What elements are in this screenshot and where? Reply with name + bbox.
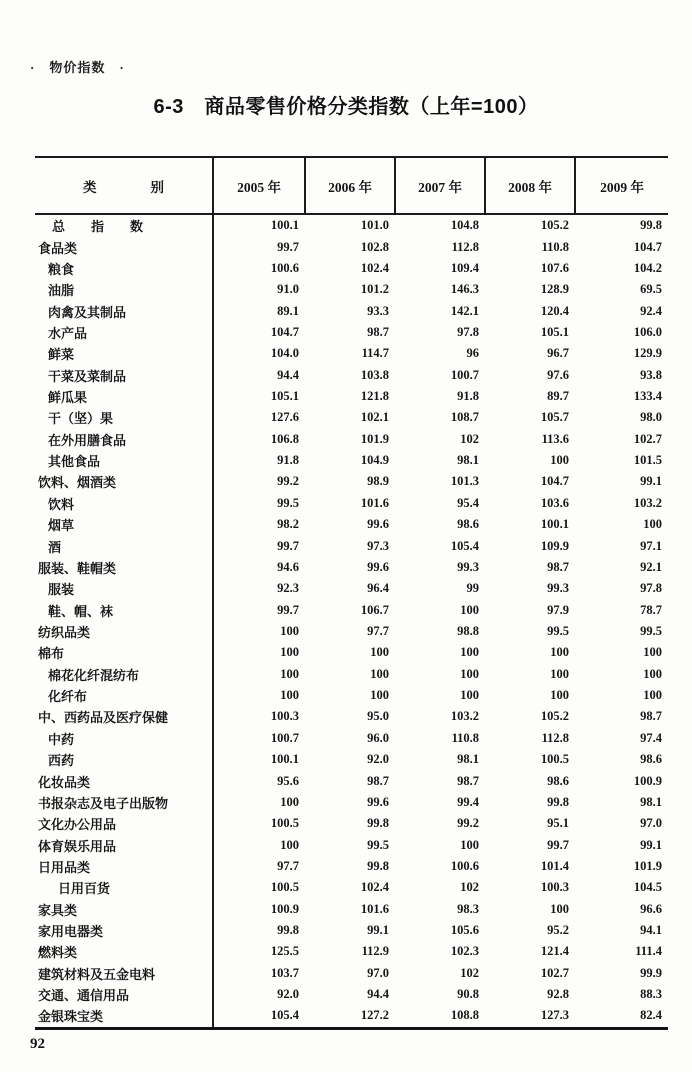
- category-cell: 书报杂志及电子出版物: [35, 792, 213, 813]
- value-cell: 105.4: [450, 538, 479, 553]
- category-cell: 日用百货: [35, 877, 213, 898]
- value-cell: 82.4: [640, 1008, 662, 1023]
- price-index-table: [35, 156, 668, 1030]
- value-cell: 100: [643, 688, 662, 703]
- value-cell: 112.8: [541, 730, 569, 745]
- value-cell: 99.7: [277, 538, 299, 553]
- value-cell: 100: [643, 517, 662, 532]
- value-cell: 91.8: [457, 389, 479, 404]
- value-cell: 97.7: [277, 858, 299, 873]
- table-row: [35, 343, 668, 364]
- value-cell: 100.3: [270, 709, 299, 724]
- category-cell: 中、西药品及医疗保健: [35, 706, 213, 727]
- table-row: [35, 386, 668, 407]
- value-cell: 104.5: [633, 880, 662, 895]
- value-cell: 94.6: [277, 559, 299, 574]
- value-cell: 101.3: [450, 474, 479, 489]
- value-cell: 103.2: [450, 709, 479, 724]
- category-cell: 交通、通信用品: [35, 984, 213, 1005]
- value-cell: 97.8: [457, 324, 479, 339]
- value-cell: 98.1: [640, 794, 662, 809]
- value-cell: 104.7: [540, 474, 569, 489]
- value-cell: 100: [550, 453, 569, 468]
- value-cell: 113.6: [541, 431, 569, 446]
- value-cell: 97.6: [547, 367, 569, 382]
- value-cell: 112.9: [361, 944, 389, 959]
- page-number: 92: [30, 1036, 45, 1052]
- value-cell: 94.1: [640, 923, 662, 938]
- value-cell: 112.8: [451, 239, 479, 254]
- value-cell: 100: [550, 901, 569, 916]
- value-cell: 95.6: [277, 773, 299, 788]
- value-cell: 102: [460, 880, 479, 895]
- value-cell: 92.0: [277, 987, 299, 1002]
- value-cell: 100.5: [270, 880, 299, 895]
- page-title: 6-3 商品零售价格分类指数（上年=100）: [153, 96, 539, 118]
- value-cell: 100: [370, 666, 389, 681]
- value-cell: 98.7: [457, 773, 479, 788]
- value-cell: 98.1: [457, 752, 479, 767]
- table-row: [35, 557, 668, 578]
- table-row: [35, 365, 668, 386]
- value-cell: 99: [466, 581, 479, 596]
- value-cell: 98.6: [640, 752, 662, 767]
- value-cell: 93.3: [367, 303, 389, 318]
- value-cell: 101.0: [360, 218, 389, 233]
- table-row: [35, 429, 668, 450]
- category-cell: 文化办公用品: [35, 813, 213, 834]
- value-cell: 98.7: [367, 324, 389, 339]
- value-cell: 105.7: [540, 410, 569, 425]
- value-cell: 99.8: [277, 923, 299, 938]
- value-cell: 104.9: [360, 453, 389, 468]
- value-cell: 99.6: [367, 794, 389, 809]
- value-cell: 100.9: [270, 901, 299, 916]
- value-cell: 97.1: [640, 538, 662, 553]
- value-cell: 88.3: [640, 987, 662, 1002]
- value-cell: 99.3: [457, 559, 479, 574]
- category-cell: 化纤布: [35, 685, 213, 706]
- table-row: [35, 450, 668, 471]
- value-cell: 99.5: [277, 495, 299, 510]
- category-cell: 饮料: [35, 493, 213, 514]
- value-cell: 97.9: [547, 602, 569, 617]
- value-cell: 99.8: [640, 218, 662, 233]
- value-cell: 98.7: [640, 709, 662, 724]
- value-cell: 91.0: [277, 282, 299, 297]
- value-cell: 95.2: [547, 923, 569, 938]
- value-cell: 93.8: [640, 367, 662, 382]
- value-cell: 100: [370, 645, 389, 660]
- value-cell: 127.2: [360, 1008, 389, 1023]
- value-cell: 102.4: [360, 880, 389, 895]
- value-cell: 105.6: [450, 923, 479, 938]
- value-cell: 142.1: [450, 303, 479, 318]
- value-cell: 100: [280, 688, 299, 703]
- category-cell: 油脂: [35, 279, 213, 300]
- value-cell: 101.9: [360, 431, 389, 446]
- value-cell: 110.8: [541, 239, 569, 254]
- value-cell: 105.1: [540, 324, 569, 339]
- value-cell: 100: [550, 645, 569, 660]
- value-cell: 100: [643, 645, 662, 660]
- category-cell: 饮料、烟酒类: [35, 471, 213, 492]
- value-cell: 94.4: [277, 367, 299, 382]
- value-cell: 99.1: [367, 923, 389, 938]
- value-cell: 99.4: [457, 794, 479, 809]
- value-cell: 100.6: [450, 858, 479, 873]
- value-cell: 104.0: [270, 346, 299, 361]
- category-cell: 中药: [35, 728, 213, 749]
- table-row: [35, 792, 668, 813]
- value-cell: 97.8: [640, 581, 662, 596]
- value-cell: 100: [370, 688, 389, 703]
- value-cell: 100: [550, 688, 569, 703]
- value-cell: 100.9: [633, 773, 662, 788]
- category-cell: 家用电器类: [35, 920, 213, 941]
- value-cell: 105.2: [540, 709, 569, 724]
- table-row: [35, 877, 668, 898]
- value-cell: 99.6: [367, 559, 389, 574]
- value-cell: 100: [460, 602, 479, 617]
- value-cell: 100.6: [270, 260, 299, 275]
- value-cell: 89.1: [277, 303, 299, 318]
- category-cell: 水产品: [35, 322, 213, 343]
- value-cell: 98.3: [457, 901, 479, 916]
- value-cell: 108.8: [450, 1008, 479, 1023]
- value-cell: 97.4: [640, 730, 662, 745]
- value-cell: 129.9: [633, 346, 662, 361]
- value-cell: 103.7: [270, 965, 299, 980]
- value-cell: 104.8: [450, 218, 479, 233]
- table-row: [35, 258, 668, 279]
- value-cell: 103.6: [540, 495, 569, 510]
- value-cell: 99.3: [547, 581, 569, 596]
- table-row: [35, 984, 668, 1005]
- value-cell: 95.4: [457, 495, 479, 510]
- value-cell: 101.2: [360, 282, 389, 297]
- value-cell: 102: [460, 431, 479, 446]
- table-row: [35, 963, 668, 984]
- value-cell: 102.4: [360, 260, 389, 275]
- value-cell: 99.8: [547, 794, 569, 809]
- value-cell: 100.3: [540, 880, 569, 895]
- value-cell: 98.6: [547, 773, 569, 788]
- category-cell: 日用品类: [35, 856, 213, 877]
- year-header-cell: 2005 年: [213, 157, 305, 214]
- value-cell: 99.7: [277, 239, 299, 254]
- value-cell: 102: [460, 965, 479, 980]
- category-cell: 西药: [35, 749, 213, 770]
- value-cell: 120.4: [540, 303, 569, 318]
- value-cell: 91.8: [277, 453, 299, 468]
- value-cell: 127.6: [270, 410, 299, 425]
- value-cell: 101.6: [360, 495, 389, 510]
- category-cell: 服装: [35, 578, 213, 599]
- value-cell: 103.2: [633, 495, 662, 510]
- value-cell: 100: [280, 666, 299, 681]
- category-cell: 家具类: [35, 899, 213, 920]
- value-cell: 100.1: [270, 752, 299, 767]
- value-cell: 98.7: [367, 773, 389, 788]
- value-cell: 99.7: [277, 602, 299, 617]
- value-cell: 100.1: [540, 517, 569, 532]
- value-cell: 98.2: [277, 517, 299, 532]
- value-cell: 96.6: [640, 901, 662, 916]
- value-cell: 100.5: [540, 752, 569, 767]
- value-cell: 99.1: [640, 837, 662, 852]
- value-cell: 146.3: [450, 282, 479, 297]
- category-header-cell: 类 别: [35, 157, 213, 214]
- year-header-cell: 2009 年: [575, 157, 668, 214]
- value-cell: 92.4: [640, 303, 662, 318]
- category-cell: 化妆品类: [35, 770, 213, 791]
- value-cell: 101.6: [360, 901, 389, 916]
- value-cell: 104.7: [633, 239, 662, 254]
- value-cell: 101.5: [633, 453, 662, 468]
- year-header-cell: 2006 年: [305, 157, 395, 214]
- value-cell: 109.4: [450, 260, 479, 275]
- value-cell: 100.7: [270, 730, 299, 745]
- category-cell: 酒: [35, 535, 213, 556]
- table-row: [35, 493, 668, 514]
- value-cell: 133.4: [633, 389, 662, 404]
- value-cell: 100.5: [270, 816, 299, 831]
- value-cell: 105.1: [270, 389, 299, 404]
- table-row: [35, 899, 668, 920]
- value-cell: 100: [460, 666, 479, 681]
- value-cell: 100.1: [270, 218, 299, 233]
- value-cell: 100: [550, 666, 569, 681]
- table-row: [35, 749, 668, 770]
- value-cell: 108.7: [450, 410, 479, 425]
- category-cell: 鲜瓜果: [35, 386, 213, 407]
- value-cell: 97.0: [367, 965, 389, 980]
- value-cell: 100: [280, 837, 299, 852]
- value-cell: 99.2: [457, 816, 479, 831]
- value-cell: 101.4: [540, 858, 569, 873]
- table-row: [35, 236, 668, 257]
- value-cell: 98.8: [457, 624, 479, 638]
- value-cell: 99.5: [640, 624, 662, 638]
- category-cell: 金银珠宝类: [35, 1005, 213, 1028]
- value-cell: 104.7: [270, 324, 299, 339]
- category-cell: 粮食: [35, 258, 213, 279]
- value-cell: 99.8: [367, 858, 389, 873]
- value-cell: 98.0: [640, 410, 662, 425]
- value-cell: 100: [460, 837, 479, 852]
- value-cell: 111.4: [635, 944, 662, 959]
- table-header-row: [35, 157, 668, 214]
- value-cell: 99.5: [547, 624, 569, 638]
- category-cell: 体育娱乐用品: [35, 834, 213, 855]
- value-cell: 103.8: [360, 367, 389, 382]
- category-cell: 其他食品: [35, 450, 213, 471]
- value-cell: 109.9: [540, 538, 569, 553]
- category-cell: 总 指 数: [35, 214, 213, 236]
- value-cell: 78.7: [640, 602, 662, 617]
- value-cell: 121.8: [360, 389, 389, 404]
- year-header-cell: 2007 年: [395, 157, 485, 214]
- table-row: [35, 535, 668, 556]
- table-row: [35, 664, 668, 685]
- value-cell: 102.7: [633, 431, 662, 446]
- value-cell: 105.4: [270, 1008, 299, 1023]
- table-row: [35, 407, 668, 428]
- category-cell: 鲜菜: [35, 343, 213, 364]
- value-cell: 98.9: [367, 474, 389, 489]
- category-cell: 在外用膳食品: [35, 429, 213, 450]
- value-cell: 95.0: [367, 709, 389, 724]
- value-cell: 69.5: [640, 282, 662, 297]
- value-cell: 96: [466, 346, 479, 361]
- value-cell: 99.2: [277, 474, 299, 489]
- value-cell: 102.1: [360, 410, 389, 425]
- category-cell: 鞋、帽、袜: [35, 599, 213, 620]
- value-cell: 114.7: [361, 346, 389, 361]
- table-row: [35, 578, 668, 599]
- table-row: [35, 941, 668, 962]
- value-cell: 100: [280, 624, 299, 638]
- value-cell: 96.4: [367, 581, 389, 596]
- value-cell: 106.7: [360, 602, 389, 617]
- category-cell: 建筑材料及五金电料: [35, 963, 213, 984]
- value-cell: 106.8: [270, 431, 299, 446]
- value-cell: 100: [460, 645, 479, 660]
- value-cell: 92.3: [277, 581, 299, 596]
- value-cell: 92.0: [367, 752, 389, 767]
- value-cell: 92.8: [547, 987, 569, 1002]
- value-cell: 100.7: [450, 367, 479, 382]
- year-header-cell: 2008 年: [485, 157, 575, 214]
- value-cell: 106.0: [633, 324, 662, 339]
- value-cell: 94.4: [367, 987, 389, 1002]
- category-cell: 纺织品类: [35, 621, 213, 642]
- section-tag: · 物价指数 ·: [30, 60, 125, 75]
- value-cell: 95.1: [547, 816, 569, 831]
- value-cell: 99.7: [547, 837, 569, 852]
- table-row: [35, 514, 668, 535]
- category-cell: 肉禽及其制品: [35, 300, 213, 321]
- value-cell: 107.6: [540, 260, 569, 275]
- table-row: [35, 920, 668, 941]
- table-row: [35, 856, 668, 877]
- table-row: [35, 599, 668, 620]
- table-row: [35, 813, 668, 834]
- table-row: [35, 471, 668, 492]
- value-cell: 100: [643, 666, 662, 681]
- category-cell: 烟草: [35, 514, 213, 535]
- value-cell: 100: [460, 688, 479, 703]
- category-cell: 干（坚）果: [35, 407, 213, 428]
- value-cell: 99.6: [367, 517, 389, 532]
- value-cell: 89.7: [547, 389, 569, 404]
- value-cell: 102.8: [360, 239, 389, 254]
- table-row: [35, 621, 668, 642]
- value-cell: 98.6: [457, 517, 479, 532]
- value-cell: 90.8: [457, 987, 479, 1002]
- table-row: [35, 642, 668, 663]
- table-row: [35, 728, 668, 749]
- value-cell: 97.3: [367, 538, 389, 553]
- value-cell: 98.1: [457, 453, 479, 468]
- table-row: [35, 770, 668, 791]
- value-cell: 102.3: [450, 944, 479, 959]
- table-row: [35, 214, 668, 236]
- value-cell: 125.5: [270, 944, 299, 959]
- value-cell: 92.1: [640, 559, 662, 574]
- value-cell: 98.7: [547, 559, 569, 574]
- table-row: [35, 706, 668, 727]
- value-cell: 102.7: [540, 965, 569, 980]
- value-cell: 99.1: [640, 474, 662, 489]
- value-cell: 99.8: [367, 816, 389, 831]
- table-row: [35, 322, 668, 343]
- table-row: [35, 279, 668, 300]
- table-row: [35, 685, 668, 706]
- category-cell: 棉布: [35, 642, 213, 663]
- value-cell: 101.9: [633, 858, 662, 873]
- value-cell: 100: [280, 794, 299, 809]
- value-cell: 100: [280, 645, 299, 660]
- value-cell: 96.0: [367, 730, 389, 745]
- value-cell: 110.8: [451, 730, 479, 745]
- category-cell: 棉花化纤混纺布: [35, 664, 213, 685]
- value-cell: 121.4: [540, 944, 569, 959]
- value-cell: 99.5: [367, 837, 389, 852]
- value-cell: 104.2: [633, 260, 662, 275]
- value-cell: 105.2: [540, 218, 569, 233]
- value-cell: 128.9: [540, 282, 569, 297]
- table-row: [35, 300, 668, 321]
- table-row: [35, 834, 668, 855]
- value-cell: 99.9: [640, 965, 662, 980]
- category-cell: 燃料类: [35, 941, 213, 962]
- category-cell: 食品类: [35, 236, 213, 257]
- category-cell: 服装、鞋帽类: [35, 557, 213, 578]
- value-cell: 97.0: [640, 816, 662, 831]
- value-cell: 127.3: [540, 1008, 569, 1023]
- table-row: [35, 1005, 668, 1028]
- category-cell: 干菜及菜制品: [35, 365, 213, 386]
- value-cell: 97.7: [367, 624, 389, 638]
- value-cell: 96.7: [547, 346, 569, 361]
